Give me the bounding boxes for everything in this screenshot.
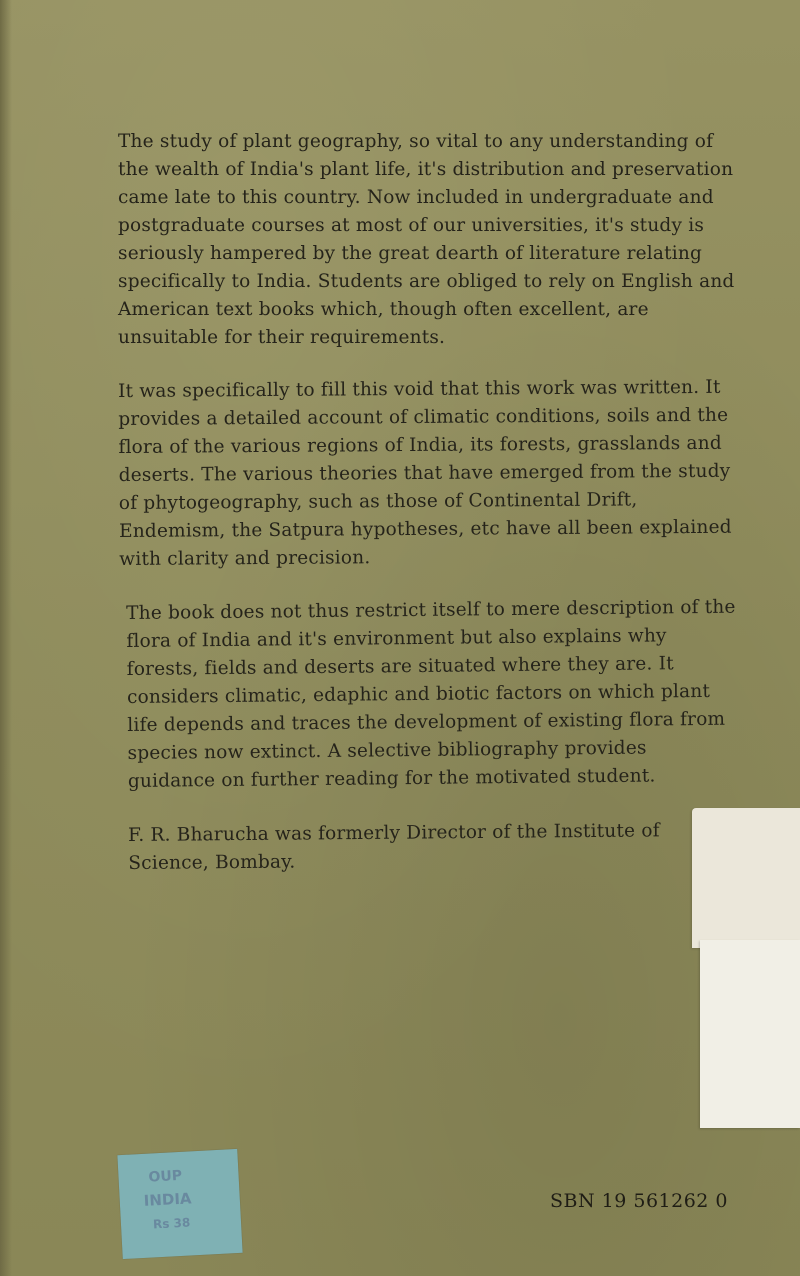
torn-sticker-upper xyxy=(692,808,800,948)
stamp-mark xyxy=(117,1149,242,1259)
sbn-number: SBN 19 561262 0 xyxy=(550,1190,729,1212)
author-note: F. R. Bharucha was formerly Director of the Institute of Science, Bombay. xyxy=(128,820,660,874)
blurb-paragraph-2: It was specifically to fill this void that this work was written. It provides a detailed account of climatic conditions, soils and the flora of the various regions of India, its forests, grasslands and deserts. The various theories that have emerged from the study of phytogeography, such as those of Continental Drift, Endemism, the Satpura hypotheses, etc have all been explained with clarity and precision. xyxy=(118,376,732,570)
blurb-paragraph-3: The book does not thus restrict itself to mere description of the flora of India and it's environment but also explains why forests, fields and deserts are situated where they are. It considers climatic, edaphic and biotic factors on which plant life depends and traces the development of existing flora from species now extinct. A selective bibliography provides guidance on further reading for the motivated student. xyxy=(126,596,736,792)
blurb-paragraph-1: The study of plant geography, so vital to any understanding of the wealth of India's plant life, it's distribution and preservation came late to this country. Now included in undergraduate and postgraduate courses at most of our universities, it's study is seriously hampered by the great dearth of literature relating specifically to India. Students are obliged to rely on English and American text books which, though often excellent, are unsuitable for their requirements. xyxy=(118,131,735,348)
blurb-text xyxy=(118,128,738,904)
stamp-line-1: OUP xyxy=(148,1167,183,1186)
stamp-line-3: Rs 38 xyxy=(152,1215,191,1232)
torn-sticker-lower xyxy=(700,940,800,1128)
price-stamp xyxy=(117,1149,242,1259)
spine-edge xyxy=(0,0,12,1276)
stamp-line-2: INDIA xyxy=(143,1189,192,1210)
